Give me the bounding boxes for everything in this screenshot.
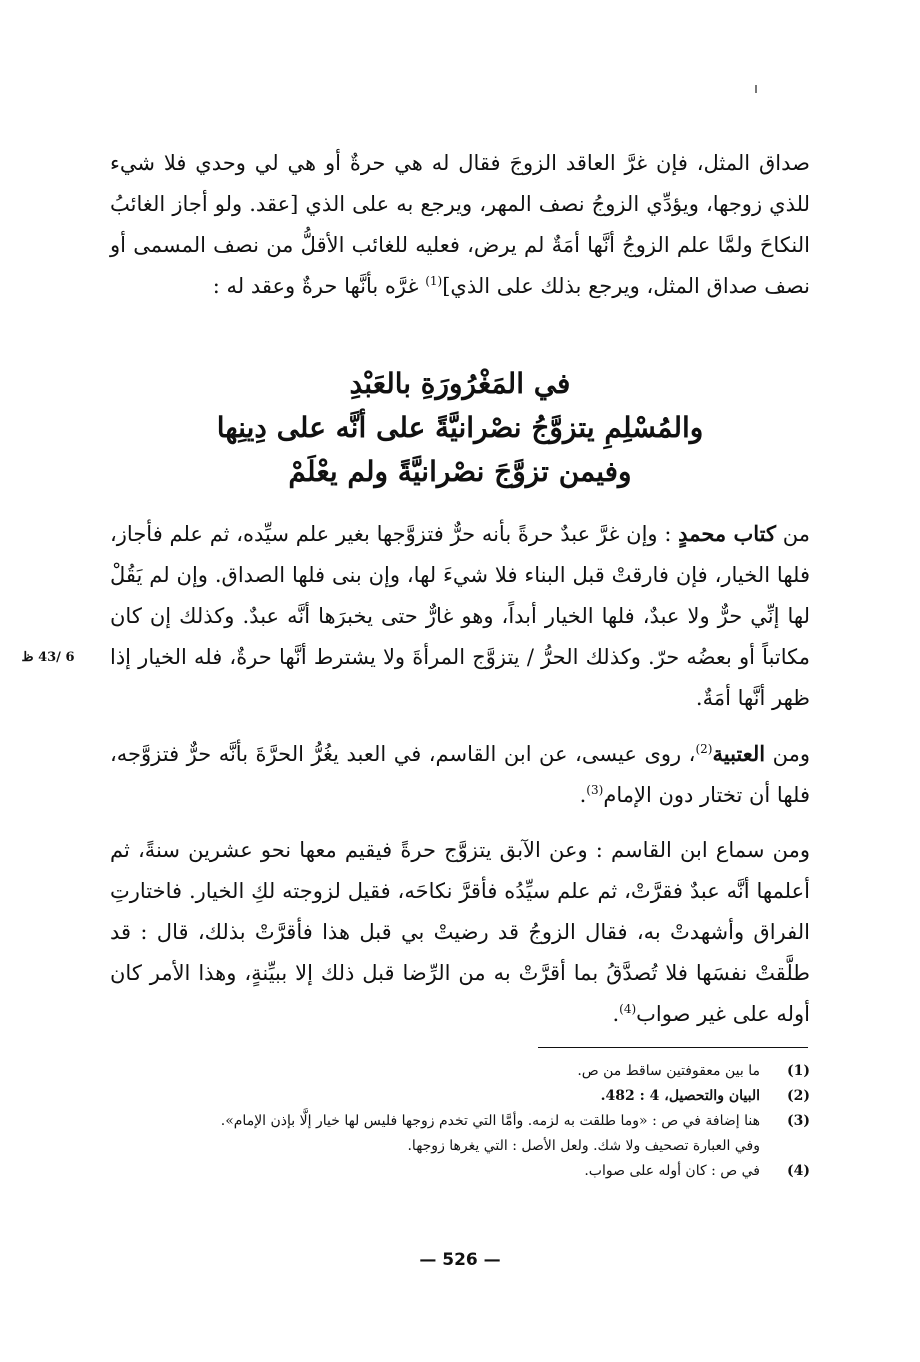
- footnote-text: [110, 1159, 760, 1184]
- footnote-ref-3[interactable]: (3): [586, 783, 604, 797]
- paragraph-kitab-muhammad: [110, 513, 810, 719]
- footnote-text: [110, 1109, 760, 1159]
- footnote-number: (1): [787, 1063, 810, 1079]
- footnote-text: [110, 1059, 760, 1084]
- footnote-2: [110, 1084, 810, 1109]
- paragraph-end: .: [612, 1002, 620, 1026]
- paragraph-samaa: [110, 830, 810, 1035]
- heading-line-3: وفيمن تزوَّجَ نصْرانيَّةً ولم يعْلَمْ: [288, 455, 632, 488]
- footnote-line: وفي العبارة تصحيف ولا شك. ولعل الأصل : التي يغرها زوجها.: [407, 1138, 760, 1154]
- footnote-ref-4[interactable]: (4): [619, 1002, 637, 1016]
- footnote-number: (3): [787, 1113, 810, 1129]
- book-title-muhammad: كتاب محمدٍ: [678, 521, 777, 546]
- footnote-number: (4): [787, 1163, 810, 1179]
- intro-text-end: غرَّه بأنَّها حرةٌ وعقد له :: [212, 274, 426, 298]
- intro-text: صداق المثل، فإن غرَّ العاقد الزوجَ فقال له هي حرةٌ أو هي لي وحدي فلا شيء للذي زوجها، ويؤدِّي الزوجُ نصف المهر، ويرجع به على الذي [عقد. ولو أجاز الغائبُ النكاحَ ولمَّا علم الزوجُ أنَّها أمَةٌ لم يرض، فعليه للغائب الأقلُّ من نصف المسمى أو نصف صداق المثل، ويرجع بذلك على الذي]: [110, 151, 810, 298]
- intro-paragraph-block: [110, 143, 810, 307]
- scan-mark: [755, 85, 757, 93]
- footnote-1: [110, 1059, 810, 1084]
- paragraph-text: ومن سماع ابن القاسم : وعن الآبق يتزوَّج حرةً فيقيم معها نحو عشرين سنةً، ثم أعلمها أنَّه عبدٌ فقرَّتْ، ثم علم سيِّدُه فأقرَّ نكاحَه، فقيل لزوجته لكِ الخيار. فاختارتِ الفراق وأشهدتْ به، فقال الزوجُ قد رضيتْ بي قبل هذا فأقرَّتْ بذلك، قال : قد طلَّقتْ نفسَها فلا تُصدَّقُ بما أقرَّتْ به من الرِّضا قبل ذلك إلا ببيِّنةٍ، وهذا الأمر كان أوله على غير صواب: [110, 838, 810, 1026]
- section-heading: [110, 362, 810, 494]
- paragraph-utbiyya: [110, 733, 810, 816]
- intro-paragraph: [110, 143, 810, 307]
- footnote-text: [110, 1084, 760, 1109]
- manuscript-folio-note: 6 /43 ظ: [21, 650, 75, 665]
- footnote-ref-2[interactable]: (2): [695, 742, 713, 756]
- paragraph-prefix: من: [776, 522, 810, 546]
- footnote-line: هنا إضافة في ص : «وما طلقت به لزمه. وأمَّا التي تخدم زوجها فليس لها خيار إلَّا بإذن الإمام».: [220, 1113, 760, 1129]
- footnote-number: (2): [787, 1088, 810, 1104]
- footnote-divider: [538, 1047, 808, 1048]
- footnotes: [110, 1059, 810, 1184]
- footnote-3: [110, 1109, 810, 1159]
- footnote-line: البيان والتحصيل، 4 : 482.: [600, 1088, 760, 1104]
- paragraph-text: : وإن غرَّ عبدٌ حرةً بأنه حرٌّ فتزوَّجها بغير علم سيِّده، ثم علم فأجاز، فلها الخيار، فإن فارقتْ قبل البناء فلا شيءَ لها، وإن بنى فلها الصداق. وإن لم يَقُلْ لها إنِّي حرٌّ ولا عبدٌ، فلها الخيار أبداً، وهو غارٌّ حتى يخبرَها أنَّه عبدٌ. وكذلك إن كان مكاتباً أو بعضُه حرّ. وكذلك الحرُّ / يتزوَّج المرأةَ ولا يشترط أنَّها حرةٌ، فله الخيار إذا ظهر أنَّها أمَةٌ.: [110, 522, 810, 710]
- footnote-line: ما بين معقوفتين ساقط من ص.: [577, 1063, 760, 1079]
- page-number: — 526 —: [419, 1250, 501, 1270]
- paragraph-end: .: [579, 783, 587, 807]
- footnote-4: [110, 1159, 810, 1184]
- footnote-line: في ص : كان أوله على صواب.: [584, 1163, 760, 1179]
- body-text: [110, 513, 810, 1035]
- book-title-utbiyya: العتبية: [712, 741, 766, 766]
- heading-line-1: في المَغْرُورَةِ بالعَبْدِ: [349, 367, 571, 400]
- heading-line-2: والمُسْلِمِ يتزوَّجُ نصْرانيَّةً على أنَّه على دِينِها: [216, 411, 704, 444]
- paragraph-prefix: ومن: [765, 742, 810, 766]
- footnote-ref-1[interactable]: (1): [425, 274, 443, 288]
- paragraph-text: ، روى عيسى، عن ابن القاسم، في العبد يغُرُّ الحرَّةَ بأنَّه حرٌّ فتزوَّجه، فلها أن تختار دون الإمام: [110, 742, 810, 807]
